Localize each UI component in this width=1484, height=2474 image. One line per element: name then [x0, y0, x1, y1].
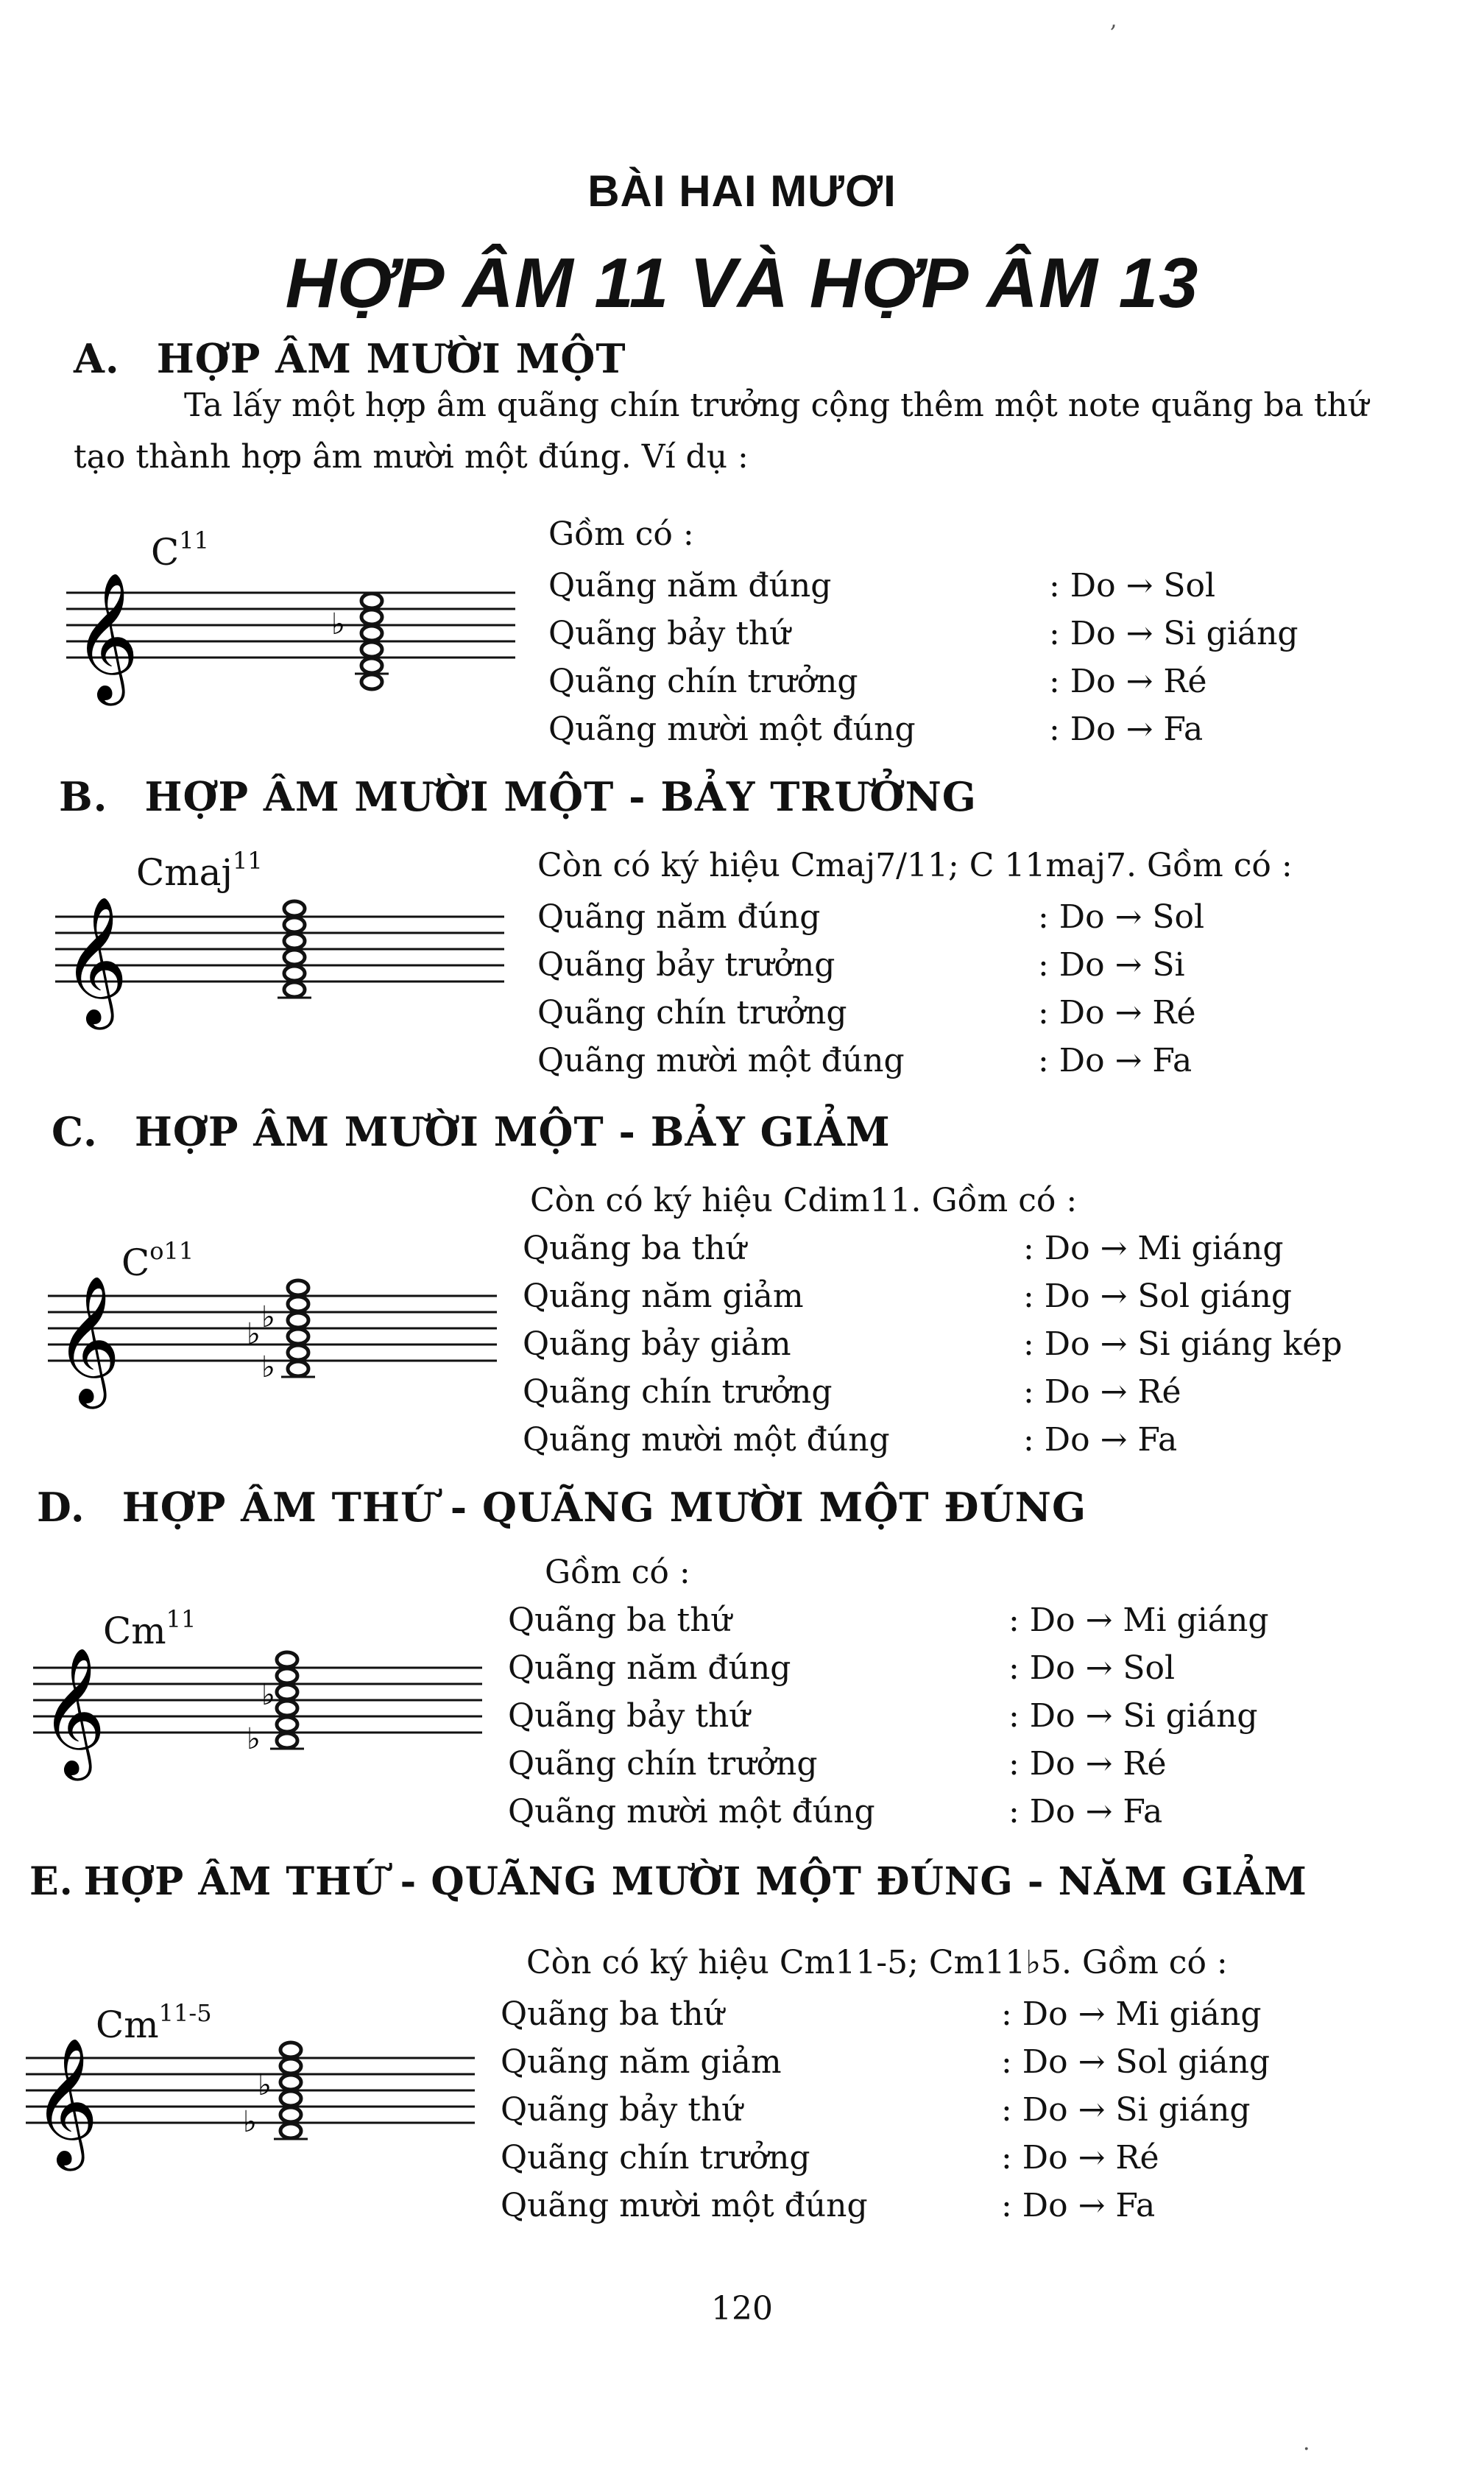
scan-speck: .: [1303, 2430, 1310, 2456]
intro-line-1: Ta lấy một hợp âm quãng chín trưởng cộng thêm một note quãng ba thứ: [184, 387, 1369, 424]
page-number: 120: [711, 2290, 773, 2327]
treble-clef-icon: 𝄞: [55, 1275, 121, 1403]
interval-value: : Do → Si giáng: [1049, 615, 1298, 652]
flat-icon: ♭: [258, 2068, 272, 2102]
section-title: HỢP ÂM THỨ - QUÃNG MƯỜI MỘT ĐÚNG: [121, 1484, 1087, 1531]
interval-value: : Do → Mi giáng: [1023, 1230, 1284, 1267]
composition-label: Gồm có :: [545, 1554, 690, 1591]
interval-name: Quãng mười một đúng: [501, 2187, 868, 2224]
interval-name: Quãng chín trưởng: [501, 2139, 810, 2177]
interval-value: : Do → Sol giáng: [1023, 1277, 1293, 1315]
interval-value: : Do → Fa: [1049, 711, 1204, 748]
chord-root: C: [121, 1241, 150, 1284]
chord-root: C: [151, 531, 180, 574]
interval-value: : Do → Ré: [1001, 2139, 1159, 2177]
scan-speck: ,: [1110, 7, 1117, 33]
interval-name: Quãng ba thứ: [501, 1995, 724, 2033]
section-letter: C.: [52, 1108, 98, 1155]
interval-name: Quãng năm đúng: [508, 1649, 791, 1687]
interval-value: : Do → Mi giáng: [1008, 1601, 1269, 1639]
section-title: HỢP ÂM MƯỜI MỘT - BẢY TRƯỞNG: [144, 773, 977, 820]
interval-name: Quãng ba thứ: [523, 1230, 746, 1267]
interval-name: Quãng chín trưởng: [537, 994, 847, 1032]
treble-clef-icon: 𝄞: [74, 572, 139, 700]
section-letter: E.: [29, 1859, 74, 1904]
page-title: HỢP ÂM 11 VÀ HỢP ÂM 13: [285, 244, 1199, 323]
treble-clef-icon: 𝄞: [40, 1647, 106, 1775]
interval-name: Quãng năm giảm: [523, 1277, 804, 1315]
flat-icon: ♭: [261, 1300, 275, 1334]
interval-value: : Do → Mi giáng: [1001, 1995, 1262, 2033]
chapter-label: BÀI HAI MƯƠI: [587, 166, 897, 216]
interval-name: Quãng chín trưởng: [508, 1745, 818, 1783]
treble-clef-icon: 𝄞: [33, 2037, 99, 2165]
interval-value: : Do → Ré: [1023, 1373, 1181, 1411]
chord-extension: 11: [179, 526, 209, 554]
interval-name: Quãng bảy trưởng: [537, 946, 835, 984]
interval-name: Quãng bảy thứ: [501, 2091, 743, 2129]
interval-name: Quãng bảy giảm: [523, 1325, 791, 1363]
flat-icon: ♭: [261, 1678, 275, 1712]
section-heading: [37, 1484, 1086, 1531]
flat-icon: ♭: [331, 607, 345, 641]
interval-value: : Do → Sol: [1008, 1649, 1176, 1687]
staff-d: [26, 1631, 497, 1786]
interval-name: Quãng năm đúng: [548, 567, 832, 605]
section-heading: [29, 1859, 1307, 1904]
interval-value: : Do → Ré: [1008, 1745, 1167, 1783]
chord-extension: 11: [166, 1605, 197, 1633]
section-title: HỢP ÂM MƯỜI MỘT: [156, 335, 626, 382]
flat-icon: ♭: [261, 1350, 275, 1384]
staff-b: [48, 880, 519, 1035]
interval-value: : Do → Fa: [1023, 1421, 1178, 1459]
chord-root: Cm: [96, 2003, 159, 2046]
section-title: HỢP ÂM MƯỜI MỘT - BẢY GIẢM: [134, 1108, 891, 1155]
interval-name: Quãng mười một đúng: [548, 711, 916, 748]
flat-icon: ♭: [247, 1317, 261, 1351]
interval-value: : Do → Si: [1038, 946, 1185, 984]
interval-name: Quãng bảy thứ: [508, 1697, 750, 1735]
interval-value: : Do → Fa: [1038, 1042, 1192, 1079]
composition-label: Còn có ký hiệu Cm11-5; Cm11♭5. Gồm có :: [526, 1944, 1228, 1981]
intro-line-2: tạo thành hợp âm mười một đúng. Ví dụ :: [74, 438, 749, 476]
treble-clef-icon: 𝄞: [63, 896, 128, 1024]
interval-value: : Do → Fa: [1008, 1793, 1163, 1830]
staff-a: [59, 556, 530, 711]
interval-value: : Do → Sol: [1038, 898, 1205, 936]
chord-extension: o11: [149, 1237, 194, 1265]
interval-value: : Do → Sol: [1049, 567, 1216, 605]
interval-value: : Do → Si giáng: [1008, 1697, 1258, 1735]
interval-name: Quãng năm đúng: [537, 898, 821, 936]
chord-root: Cmaj: [136, 851, 233, 894]
interval-value: : Do → Si giáng: [1001, 2091, 1251, 2129]
interval-value: : Do → Ré: [1038, 994, 1196, 1032]
interval-value: : Do → Ré: [1049, 663, 1207, 700]
interval-name: Quãng năm giảm: [501, 2043, 782, 2081]
interval-name: Quãng ba thứ: [508, 1601, 732, 1639]
interval-value: : Do → Fa: [1001, 2187, 1156, 2224]
interval-name: Quãng chín trưởng: [523, 1373, 833, 1411]
section-heading: [52, 1108, 891, 1155]
interval-value: : Do → Si giáng kép: [1023, 1325, 1343, 1363]
interval-name: Quãng bảy thứ: [548, 615, 791, 652]
staff-c: [40, 1259, 512, 1414]
section-letter: D.: [37, 1484, 85, 1531]
section-title: HỢP ÂM THỨ - QUÃNG MƯỜI MỘT ĐÚNG - NĂM GIẢM: [83, 1859, 1307, 1904]
composition-label: Gồm có :: [548, 515, 694, 553]
section-letter: A.: [74, 335, 120, 382]
chord-extension: 11: [232, 847, 263, 875]
section-letter: B.: [59, 773, 108, 820]
chord-root: Cm: [103, 1610, 166, 1652]
composition-label: Còn có ký hiệu Cmaj7/11; C 11maj7. Gồm có :: [537, 847, 1293, 884]
section-heading: [74, 335, 626, 382]
composition-label: Còn có ký hiệu Cdim11. Gồm có :: [530, 1182, 1078, 1219]
section-heading: [59, 773, 977, 820]
interval-name: Quãng mười một đúng: [508, 1793, 875, 1830]
interval-name: Quãng chín trưởng: [548, 663, 858, 700]
flat-icon: ♭: [243, 2105, 257, 2139]
interval-name: Quãng mười một đúng: [523, 1421, 890, 1459]
chord-extension: 11-5: [158, 1999, 212, 2027]
interval-name: Quãng mười một đúng: [537, 1042, 905, 1079]
flat-icon: ♭: [247, 1722, 261, 1756]
interval-value: : Do → Sol giáng: [1001, 2043, 1271, 2081]
staff-e: [18, 2021, 490, 2176]
